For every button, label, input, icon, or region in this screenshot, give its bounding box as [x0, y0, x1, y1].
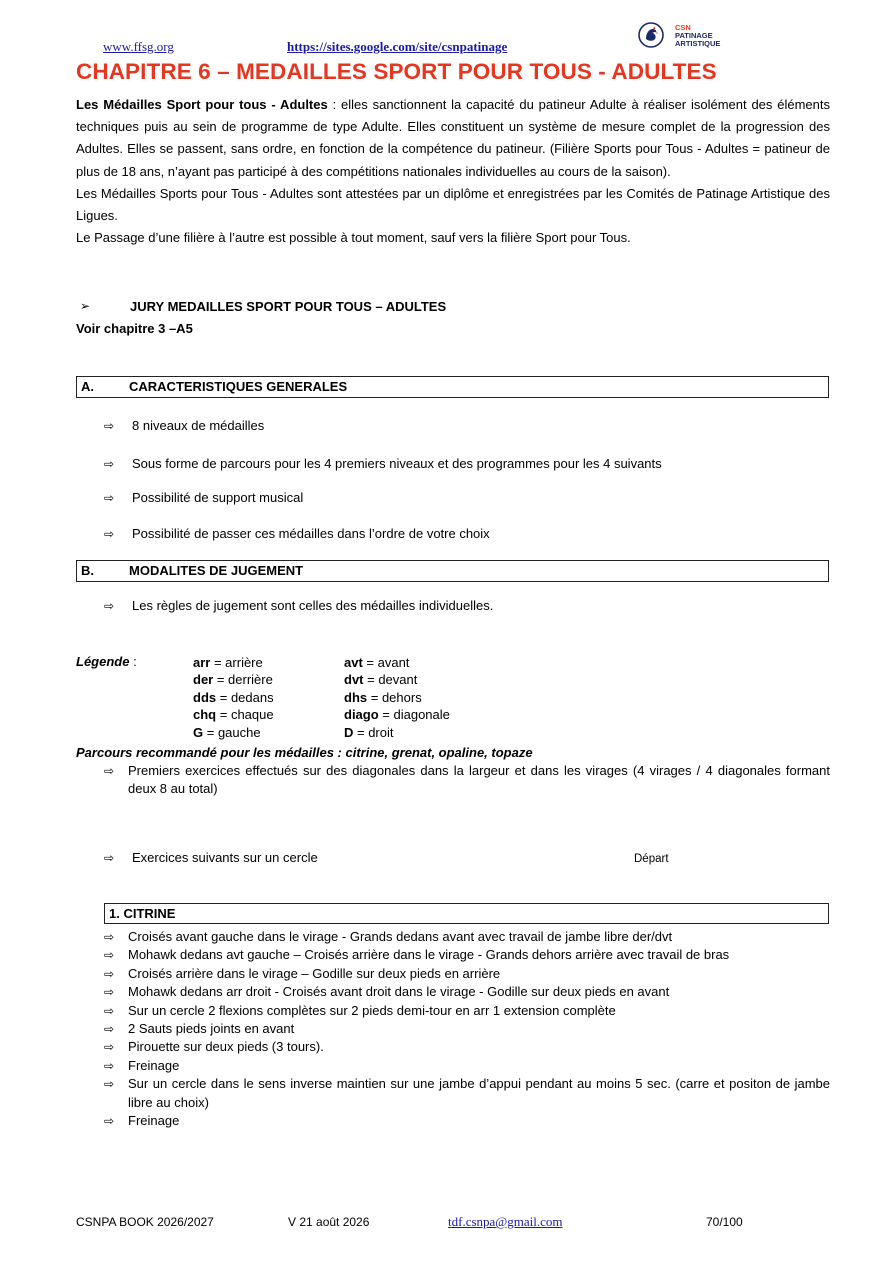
page-number: 70/100: [706, 1215, 743, 1229]
section-a-letter: A.: [81, 379, 94, 394]
list-item: ⇨ Mohawk dedans avt gauche – Croisés arrière dans le virage - Grands dehors arrière avec travail de bras: [104, 946, 834, 964]
right-arrow-icon: ⇨: [104, 527, 115, 541]
legend-row: arr = arrière avt = avant: [193, 655, 410, 670]
right-arrow-icon: ⇨: [104, 419, 115, 433]
ffsg-link[interactable]: www.ffsg.org: [103, 39, 174, 54]
intro-paragraph-3: Le Passage d’une filière à l’autre est possible à tout moment, sauf vers la filière Sport pour Tous.: [76, 230, 631, 246]
right-arrow-icon: ⇨: [104, 948, 115, 963]
right-arrow-icon: ⇨: [104, 1058, 115, 1073]
logo-wordmark: [675, 24, 720, 47]
right-arrow-icon: ⇨: [104, 491, 115, 505]
legend-label: Légende :: [76, 654, 137, 669]
intro-bold-lead: Les Médailles Sport pour tous - Adultes: [76, 97, 328, 112]
legend-row: G = gauche D = droit: [193, 724, 394, 740]
section-a-item-4: Possibilité de passer ces médailles dans l’ordre de votre choix: [132, 526, 490, 541]
depart-label: Départ: [634, 853, 669, 865]
list-item: ⇨ Mohawk dedans arr droit - Croisés avant droit dans le virage - Godille sur deux pieds en avant: [104, 983, 834, 1001]
footer-version: V 21 août 2026: [288, 1215, 370, 1229]
list-item: ⇨ Freinage: [104, 1057, 834, 1075]
right-arrow-icon: ⇨: [104, 985, 115, 1000]
right-arrow-icon: ⇨: [104, 1003, 115, 1018]
section-a-item-1: 8 niveaux de médailles: [132, 418, 265, 433]
intro-text: [76, 94, 830, 249]
list-item: ⇨ Croisés arrière dans le virage – Godille sur deux pieds en arrière: [104, 965, 834, 983]
list-item: ⇨ Sur un cercle 2 flexions complètes sur 2 pieds demi-tour en arr 1 extension complète: [104, 1002, 834, 1020]
legend-row: chq = chaque diago = diagonale: [193, 707, 450, 723]
right-arrow-icon: ⇨: [104, 1077, 115, 1092]
section-a-title: CARACTERISTIQUES GENERALES: [129, 379, 348, 394]
parcours-item-1: Premiers exercices effectués sur des diagonales dans la largeur et dans les virages (4 virages / 4 diagonales formant deux 8 au total): [128, 763, 830, 797]
citrine-list: [104, 928, 834, 1130]
list-item: ⇨ Pirouette sur deux pieds (3 tours).: [104, 1038, 834, 1056]
footer-book: CSNPA BOOK 2026/2027: [76, 1215, 214, 1229]
right-arrow-icon: ⇨: [104, 1022, 115, 1037]
right-arrow-icon: ⇨: [104, 1040, 115, 1055]
section-b-letter: B.: [81, 563, 94, 578]
footer-email-link[interactable]: tdf.csnpa@gmail.com: [448, 1214, 563, 1229]
arrowhead-bullet-icon: ➢: [80, 299, 91, 313]
section-b-item-1: Les règles de jugement sont celles des médailles individuelles.: [132, 598, 494, 613]
page-title: CHAPITRE 6 – MEDAILLES SPORT POUR TOUS - ADULTES: [76, 59, 717, 84]
section-a-header: [76, 376, 829, 398]
list-item: ⇨ Croisés avant gauche dans le virage - Grands dedans avant avec travail de jambe libre der/dvt: [104, 928, 834, 946]
logo-line3: ARTISTIQUE: [675, 38, 721, 48]
rooster-logo-icon: [638, 22, 664, 48]
legend-row: dds = dedans dhs = dehors: [193, 689, 422, 705]
jury-reference: Voir chapitre 3 –A5: [76, 321, 193, 336]
list-item: ⇨ Sur un cercle dans le sens inverse maintien sur une jambe d’appui pendant au moins 5 sec. (carre et positon de jambe libre au choix): [104, 1076, 830, 1110]
right-arrow-icon: ⇨: [104, 1114, 115, 1129]
logo-line2: PATINAGE: [675, 30, 713, 40]
right-arrow-icon: ⇨: [104, 599, 115, 613]
citrine-title: 1. CITRINE: [109, 906, 176, 921]
list-item: ⇨ Freinage: [104, 1112, 834, 1130]
right-arrow-icon: ⇨: [104, 966, 115, 981]
right-arrow-icon: ⇨: [104, 764, 115, 778]
legend-row: der = derrière dvt = devant: [193, 672, 418, 688]
intro-paragraph-2: Les Médailles Sports pour Tous - Adultes sont attestées par un diplôme et enregistrées par les Comités de Patinage Artistique des Ligues.: [76, 185, 830, 224]
intro-p1-text: : elles sanctionnent la capacité du patineur Adulte à réaliser isolément des éléments techniques puis au sein de programme de type Adulte. Elles constituent un système de mesure complet de la progression des Adultes. Elles se passent, sans ordre, en fonction de la compétence du patineur. (Filière Sports pour Tous - Adultes = patineur de plus de 18 ans, n’ayant pas participé à des compétitions nationales individuelles au cours de la saison).: [76, 97, 830, 179]
section-b-title: MODALITES DE JUGEMENT: [129, 563, 304, 578]
right-arrow-icon: ⇨: [104, 851, 115, 865]
right-arrow-icon: ⇨: [104, 930, 115, 944]
intro-paragraph-1: [76, 94, 830, 183]
section-a-item-3: Possibilité de support musical: [132, 490, 304, 505]
parcours-heading: Parcours recommandé pour les médailles : citrine, grenat, opaline, topaze: [76, 745, 533, 760]
citrine-header: [104, 903, 829, 924]
section-a-item-2: Sous forme de parcours pour les 4 premiers niveaux et des programmes pour les 4 suivants: [132, 456, 662, 471]
logo-line1: CSN: [675, 23, 691, 32]
list-item: ⇨ 2 Sauts pieds joints en avant: [104, 1020, 834, 1038]
csnpatinage-link[interactable]: https://sites.google.com/site/csnpatinage: [287, 39, 508, 54]
jury-heading: JURY MEDAILLES SPORT POUR TOUS – ADULTES: [130, 299, 447, 314]
right-arrow-icon: ⇨: [104, 457, 115, 471]
list-item: [104, 762, 830, 799]
parcours-item-2: Exercices suivants sur un cercle: [132, 850, 318, 865]
legend-table: [193, 654, 450, 741]
section-b-header: [76, 560, 829, 582]
